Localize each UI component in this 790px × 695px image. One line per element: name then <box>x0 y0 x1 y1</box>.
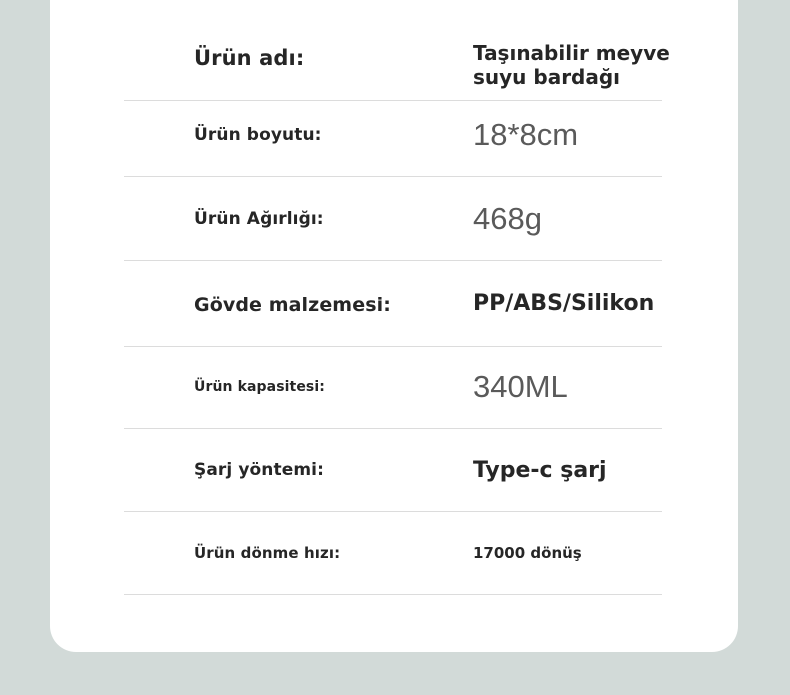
spec-value-product-size: 18*8cm <box>473 117 579 152</box>
spec-label-product-capacity: Ürün kapasitesi: <box>194 379 325 395</box>
spec-value-charging-method: Type-c şarj <box>473 458 607 483</box>
row-divider <box>124 100 662 101</box>
spec-label-body-material: Gövde malzemesi: <box>194 294 391 316</box>
spec-label-rotation-speed: Ürün dönme hızı: <box>194 544 341 562</box>
spec-value-rotation-speed: 17000 dönüş <box>473 544 582 562</box>
row-divider <box>124 428 662 429</box>
spec-value-product-capacity: 340ML <box>473 369 568 404</box>
spec-value-body-material: PP/ABS/Silikon <box>473 291 655 316</box>
spec-label-product-weight: Ürün Ağırlığı: <box>194 209 324 229</box>
spec-label-product-size: Ürün boyutu: <box>194 125 322 145</box>
row-divider <box>124 594 662 595</box>
spec-card <box>50 0 738 652</box>
row-divider <box>124 346 662 347</box>
row-divider <box>124 511 662 512</box>
spec-value-product-weight: 468g <box>473 201 542 236</box>
row-divider <box>124 176 662 177</box>
spec-value-product-name-line1: Taşınabilir meyve <box>473 41 670 65</box>
row-divider <box>124 260 662 261</box>
spec-label-product-name: Ürün adı: <box>194 46 305 70</box>
spec-value-product-name-line2: suyu bardağı <box>473 65 621 89</box>
spec-label-charging-method: Şarj yöntemi: <box>194 460 325 480</box>
